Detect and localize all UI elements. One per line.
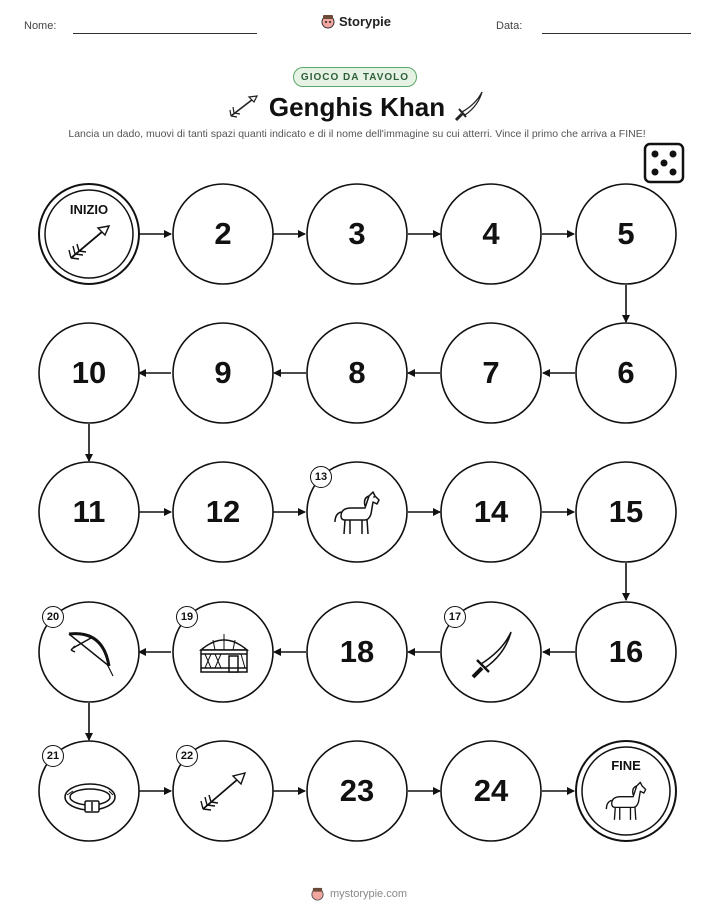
square-number: 3 — [348, 216, 366, 251]
board-square-12[interactable] — [173, 462, 273, 562]
board-square-5[interactable] — [576, 184, 676, 284]
square-number: 4 — [482, 216, 500, 251]
square-number: 10 — [71, 355, 107, 390]
start-label: INIZIO — [69, 202, 109, 217]
board-square-17[interactable] — [441, 602, 541, 702]
horse-icon — [600, 777, 652, 827]
square-number: 6 — [617, 355, 635, 390]
square-number-badge: 21 — [42, 745, 64, 767]
square-number-badge: 19 — [176, 606, 198, 628]
square-number-badge: 20 — [42, 606, 64, 628]
board-square-10[interactable] — [39, 323, 139, 423]
square-number: 8 — [348, 355, 366, 390]
board-square-7[interactable] — [441, 323, 541, 423]
brand-name: Storypie — [339, 13, 392, 29]
board-square-16[interactable] — [576, 602, 676, 702]
arrow-icon — [63, 220, 115, 264]
arrow-icon — [195, 767, 251, 817]
square-number-badge: 22 — [176, 745, 198, 767]
board-square-3[interactable] — [307, 184, 407, 284]
name-label: Nome: — [24, 20, 57, 32]
square-number: 23 — [339, 773, 375, 808]
square-number-badge: 17 — [444, 606, 466, 628]
board-square-11[interactable] — [39, 462, 139, 562]
board-square-6[interactable] — [576, 323, 676, 423]
square-number-badge: 13 — [310, 466, 332, 488]
board-square-18[interactable] — [307, 602, 407, 702]
belt-icon — [61, 771, 119, 815]
board-square-21[interactable] — [39, 741, 139, 841]
footer — [310, 886, 407, 901]
finish-square[interactable] — [576, 741, 676, 841]
square-number: 15 — [608, 494, 644, 529]
board-square-14[interactable] — [441, 462, 541, 562]
square-number: 14 — [473, 494, 509, 529]
square-number: 24 — [473, 773, 509, 808]
board-square-15[interactable] — [576, 462, 676, 562]
board-square-22[interactable] — [173, 741, 273, 841]
board-square-24[interactable] — [441, 741, 541, 841]
board-square-20[interactable] — [39, 602, 139, 702]
square-number: 12 — [205, 494, 241, 529]
board-square-2[interactable] — [173, 184, 273, 284]
board-square-9[interactable] — [173, 323, 273, 423]
square-number: 7 — [482, 355, 500, 390]
board-square-13[interactable] — [307, 462, 407, 562]
page-title: Genghis Khan — [268, 92, 446, 122]
square-number: 9 — [214, 355, 232, 390]
mascot-icon — [310, 886, 325, 901]
footer-url[interactable]: mystorypie.com — [330, 887, 408, 900]
instructions: Lancia un dado, muovi di tanti spazi quanti indicato e di il nome dell'immagine su cui atterri. Vince il primo che arriva a FINE! — [68, 128, 646, 140]
square-number: 5 — [617, 216, 635, 251]
board-square-23[interactable] — [307, 741, 407, 841]
board-square-4[interactable] — [441, 184, 541, 284]
horse-icon — [329, 486, 385, 542]
square-number: 2 — [214, 216, 232, 251]
bow-icon — [63, 626, 117, 682]
date-label: Data: — [496, 20, 523, 32]
square-number: 11 — [72, 494, 106, 529]
square-number: 16 — [608, 634, 644, 669]
sword-icon — [465, 628, 517, 680]
start-square[interactable] — [39, 184, 139, 284]
board-square-19[interactable] — [173, 602, 273, 702]
board-square-8[interactable] — [307, 323, 407, 423]
finish-label: FINE — [611, 758, 641, 773]
square-number: 18 — [339, 634, 375, 669]
game-type-tag: GIOCO DA TAVOLO — [293, 67, 417, 87]
yurt-icon — [195, 628, 253, 678]
